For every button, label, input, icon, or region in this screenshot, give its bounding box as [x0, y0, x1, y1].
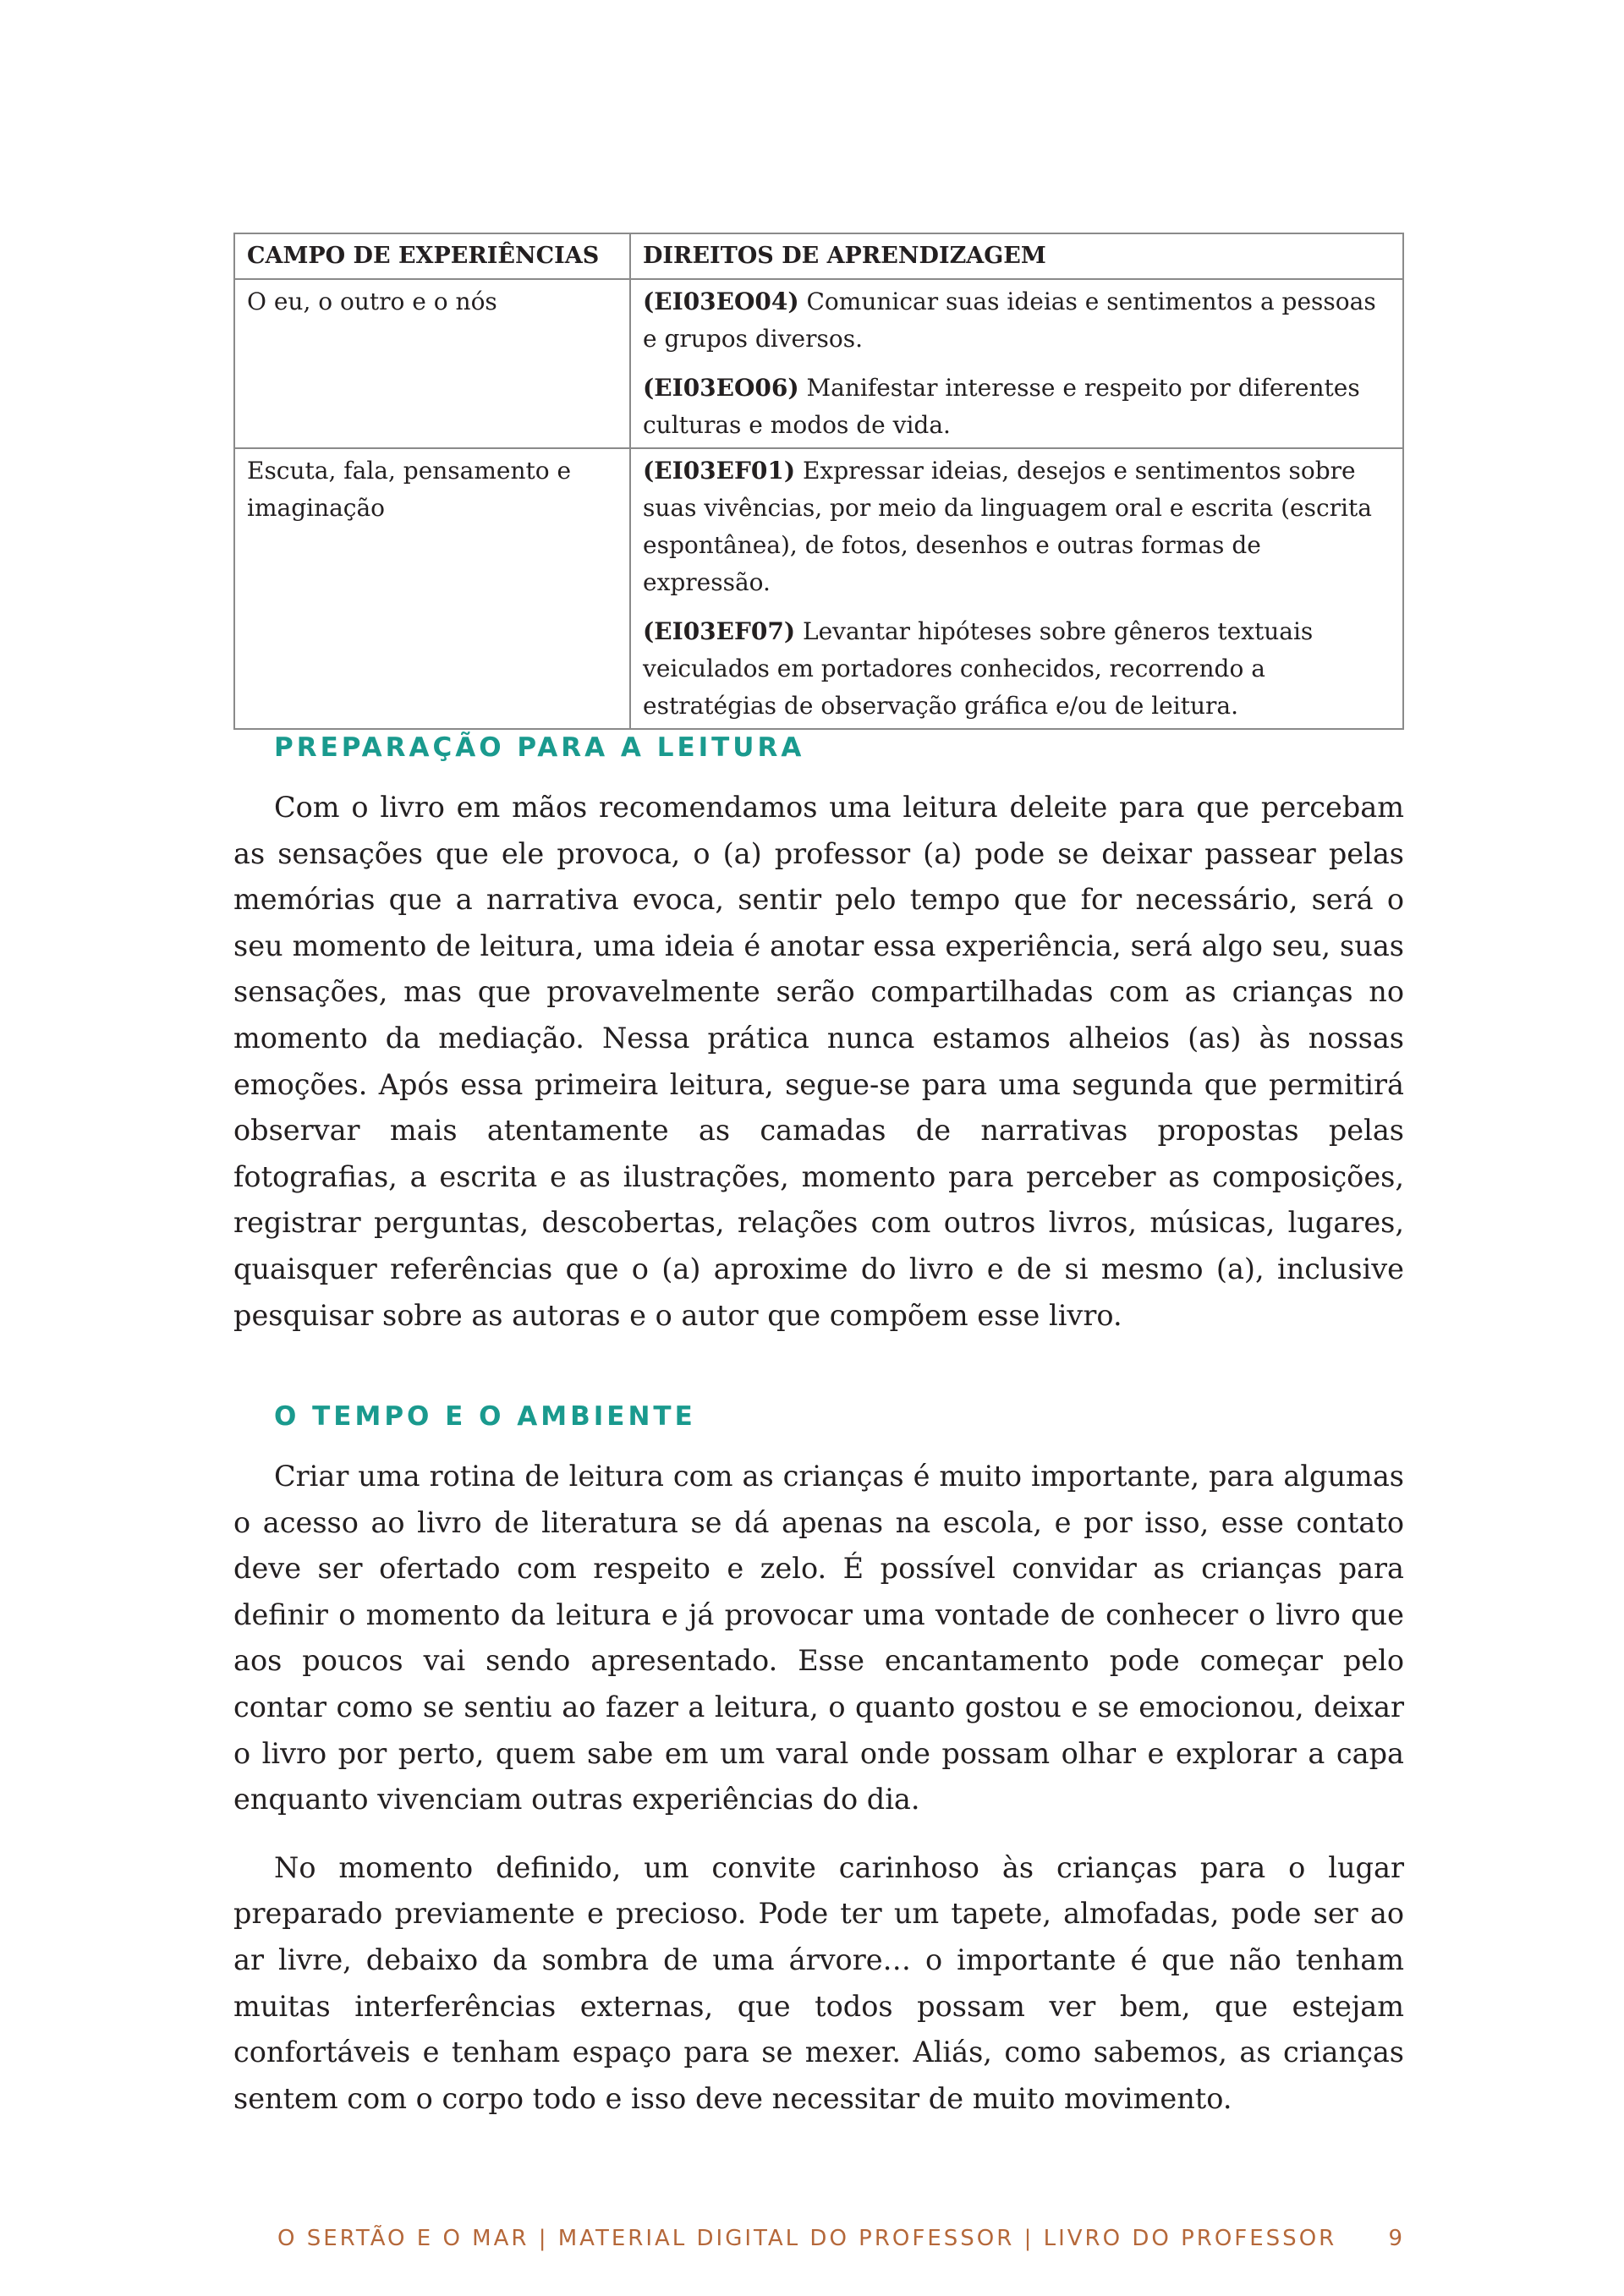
learning-right-code: (EI03EO04) [643, 288, 799, 315]
learning-right-code: (EI03EF07) [643, 617, 796, 645]
section-preparacao [233, 732, 1404, 1339]
page-number: 9 [1388, 2226, 1402, 2251]
table-header-direitos: DIREITOS DE APRENDIZAGEM [630, 233, 1403, 279]
learning-right-text: Levantar hipóteses sobre gêneros textuais veiculados em portadores conhecidos, recorrendo a estratégias de observação gráfica e/ou de leitura. [643, 617, 1314, 720]
table-cell-direitos [630, 279, 1403, 448]
learning-right-code: (EI03EO06) [643, 374, 799, 402]
learning-right-item [643, 613, 1392, 725]
table-cell-direitos [630, 448, 1403, 729]
body-paragraph: Com o livro em mãos recomendamos uma leitura deleite para que percebam as sensações que ele provoca, o (a) professor (a) pode se deixar passear pelas memórias que a narrativa evoca, sentir pelo tempo que for necessário, será o seu momento de leitura, uma ideia é anotar essa experiência, será algo seu, suas sensações, mas que provavelmente serão compartilhadas com as crianças no momento da mediação. Nessa prática nunca estamos alheios (as) às nossas emoções. Após essa primeira leitura, segue-se para uma segunda que permitirá observar mais atentamente as camadas de narrativas propostas pelas fotografias, a escrita e as ilustrações, momento para perceber as composições, registrar perguntas, descobertas, relações com outros livros, músicas, lugares, quaisquer referências que o (a) aproxime do livro e de si mesmo (a), inclusive pesquisar sobre as autoras e o autor que compõem esse livro. [233, 791, 1404, 1332]
table-row [234, 448, 1403, 729]
table-cell-campo: Escuta, fala, pensamento e imaginação [234, 448, 630, 729]
learning-right-item [643, 283, 1392, 358]
learning-right-code: (EI03EF01) [643, 457, 796, 485]
table-header-campo: CAMPO DE EXPERIÊNCIAS [234, 233, 630, 279]
section-heading: PREPARAÇÃO PARA A LEITURA [274, 732, 805, 763]
learning-right-item [643, 370, 1392, 444]
learning-right-text: Expressar ideias, desejos e sentimentos sobre suas vivências, por meio da linguagem oral e escrita (escrita espontânea), de fotos, desenhos e outras formas de expressão. [643, 457, 1372, 596]
bncc-table [233, 233, 1404, 730]
table-header-row [234, 233, 1403, 279]
page-footer [277, 2226, 1402, 2251]
body-paragraph: No momento definido, um convite carinhoso às crianças para o lugar preparado previamente e precioso. Pode ter um tapete, almofadas, pode ser ao ar livre, debaixo da sombra de uma árvore… o importante é que não tenham muitas interferências externas, que todos possam ver bem, que estejam confortáveis e tenham espaço para se mexer. Aliás, como sabemos, as crianças sentem com o corpo todo e isso deve necessitar de muito movimento. [233, 1850, 1404, 2115]
section-tempo-ambiente [233, 1401, 1404, 2122]
footer-title: O SERTÃO E O MAR | MATERIAL DIGITAL DO PROFESSOR | LIVRO DO PROFESSOR [277, 2226, 1337, 2251]
learning-right-item [643, 452, 1392, 601]
table-cell-campo: O eu, o outro e o nós [234, 279, 630, 448]
learning-right-text: Manifestar interesse e respeito por diferentes culturas e modos de vida. [643, 374, 1360, 439]
table-row [234, 279, 1403, 448]
bncc-table-container [233, 233, 1404, 730]
learning-right-text: Comunicar suas ideias e sentimentos a pessoas e grupos diversos. [643, 288, 1376, 353]
body-paragraph: Criar uma rotina de leitura com as crianças é muito importante, para algumas o acesso ao livro de literatura se dá apenas na escola, e por isso, esse contato deve ser ofertado com respeito e zelo. É possível convidar as crianças para definir o momento da leitura e já provocar uma vontade de conhecer o livro que aos poucos vai sendo apresentado. Esse encantamento pode começar pelo contar como se sentiu ao fazer a leitura, o quanto gostou e se emocionou, deixar o livro por perto, quem sabe em um varal onde possam olhar e explorar a capa enquanto vivenciam outras experiências do dia. [233, 1460, 1404, 1817]
section-heading: O TEMPO E O AMBIENTE [274, 1401, 696, 1432]
